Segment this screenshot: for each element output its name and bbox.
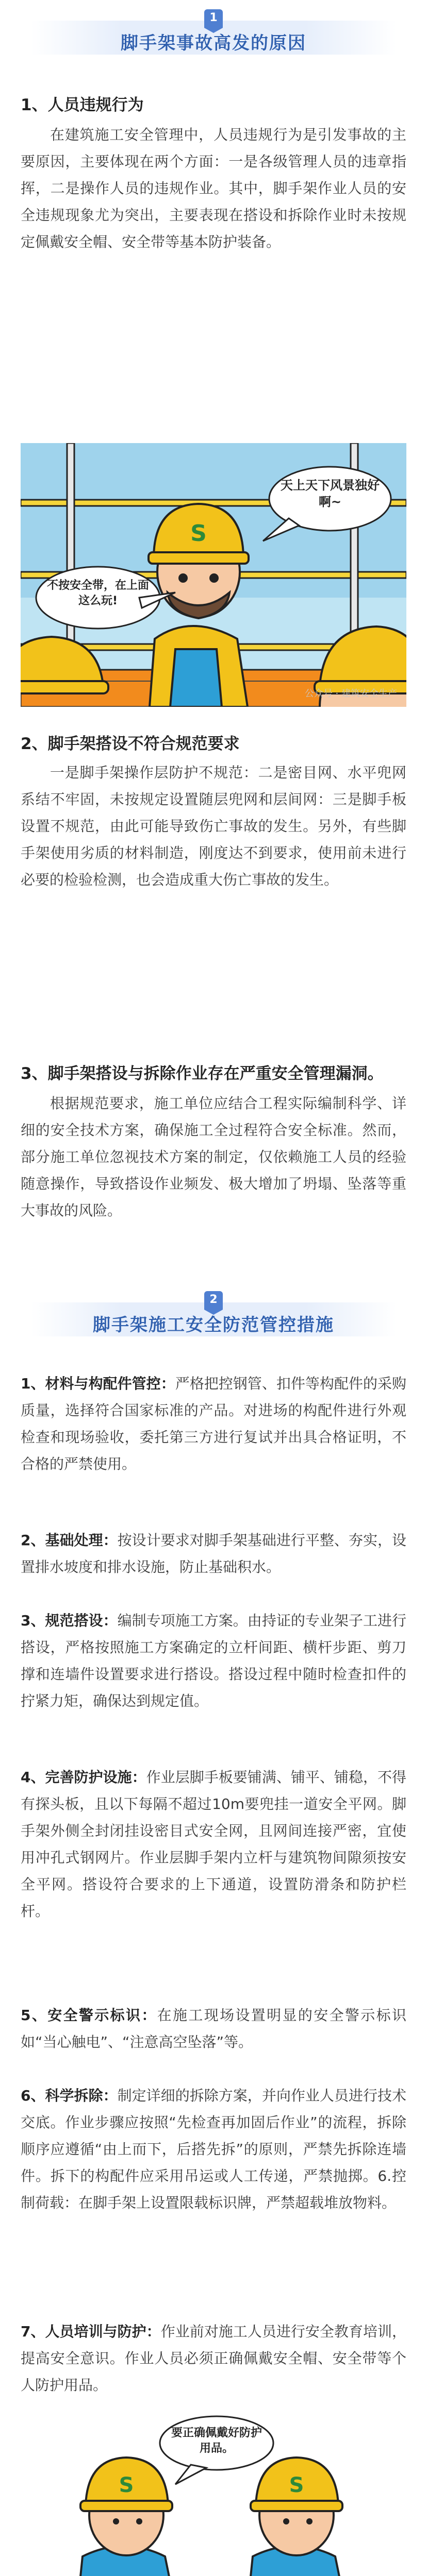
speech-bubble-text: 不按安全带，在上面这么玩! — [46, 579, 149, 607]
measure-item: 2、基础处理：按设计要求对脚手架基础进行平整、夯实，设置排水坡度和排水设施，防止基础积水。 — [21, 1532, 406, 1575]
item-body: 一是脚手架操作层防护不规范：二是密目网、水平兜网系结不牢固，未按规定设置随层兜网和层间网：三是脚手板设置不规范，由此可能导致伤亡事故的发生。另外，有些脚手架使用劣质的材料制造，刚度达不到要求，使用前未进行必要的检验检测，也会造成重大伤亡事故的发生。 — [21, 764, 406, 888]
measure-item: 6、科学拆除：制定详细的拆除方案，并向作业人员进行技术交底。作业步骤应按照“先检查再加固后作业”的流程，拆除顺序应遵循“由上而下，后搭先拆”的原则，严禁先拆除连墙件。拆下的构配件应采用吊运或人工传递，严禁抛掷。6.控制荷载：在脚手架上设置限载标识牌，严禁超载堆放物料。 — [21, 2087, 406, 2211]
helmet-logo: S — [119, 2473, 134, 2497]
item-body: 在建筑施工安全管理中，人员违规行为是引发事故的主要原因，主要体现在两个方面：一是各级管理人员的违章指挥，二是操作人员的违规作业。其中，脚手架作业人员的安全违规现象尤为突出，主要表现在搭设和拆除作业时未按规定佩戴安全帽、安全带等基本防护装备。 — [21, 126, 406, 250]
item-body: 根据规范要求，施工单位应结合工程实际编制科学、详细的安全技术方案，确保施工全过程符合安全标准。然而，部分施工单位忽视技术方案的制定，仅依赖施工人员的经验随意操作，导致搭设作业频发、极大增加了坍塌、坠落等重大事故的风险。 — [21, 1095, 406, 1219]
ppe-scene-image — [21, 2407, 406, 2576]
measure-item: 1、材料与构配件管控：严格把控钢管、扣件等构配件的采购质量，选择符合国家标准的产品。对进场的构配件进行外观检查和现场验收，委托第三方进行复试并出具合格证明，不合格的严禁使用。 — [21, 1375, 406, 1472]
measure-item: 4、完善防护设施：作业层脚手板要铺满、铺平、铺稳，不得有探头板，且以下每隔不超过10m要兜挂一道安全平网。脚手架外侧全封闭挂设密目式安全网，且网间连接严密，宜使用冲孔式钢网片。作业层脚手架内立杆与建筑物间隙须按安全平网。搭设符合要求的上下通道，设置防滑条和防护栏杆。 — [21, 1769, 407, 1920]
speech-bubble-text: 天上天下风景独好啊~ — [281, 478, 380, 509]
item-heading: 2、脚手架搭设不符合规范要求 — [21, 735, 240, 753]
section-header-2 — [31, 1293, 396, 1336]
watermark: 公众号 · 建筑安全生产 — [304, 688, 397, 699]
helmet-logo: S — [190, 520, 207, 547]
item-heading: 1、人员违规行为 — [21, 96, 144, 114]
section-title: 脚手架施工安全防范管控措施 — [93, 1315, 334, 1335]
section-number-badge: 2 — [204, 1291, 223, 1310]
illustration-ppe-reminder — [21, 2407, 406, 2576]
measure-item: 5、安全警示标识：在施工现场设置明显的安全警示标识如“当心触电”、“注意高空坠落”等。 — [21, 2007, 406, 2050]
item-heading: 3、脚手架搭设与拆除作业存在严重安全管理漏洞。 — [21, 1064, 384, 1083]
section-header-1 — [31, 11, 396, 55]
worker-scene-image — [21, 443, 406, 707]
section-title: 脚手架事故高发的原因 — [121, 33, 306, 54]
speech-bubble-text: 要正确佩戴好防护用品。 — [171, 2427, 262, 2455]
illustration-worker-no-harness — [21, 443, 406, 707]
measure-item: 7、人员培训与防护：作业前对施工人员进行安全教育培训，提高安全意识。作业人员必须正确佩戴安全帽、安全带等个人防护用品。 — [21, 2323, 406, 2394]
measure-item: 3、规范搭设：编制专项施工方案。由持证的专业架子工进行搭设，严格按照施工方案确定的立杆间距、横杆步距、剪刀撑和连墙件设置要求进行搭设。搭设过程中随时检查扣件的拧紧力矩，确保达到规定值。 — [21, 1612, 406, 1709]
helmet-logo: S — [289, 2473, 304, 2497]
section-number-badge: 1 — [204, 9, 223, 28]
